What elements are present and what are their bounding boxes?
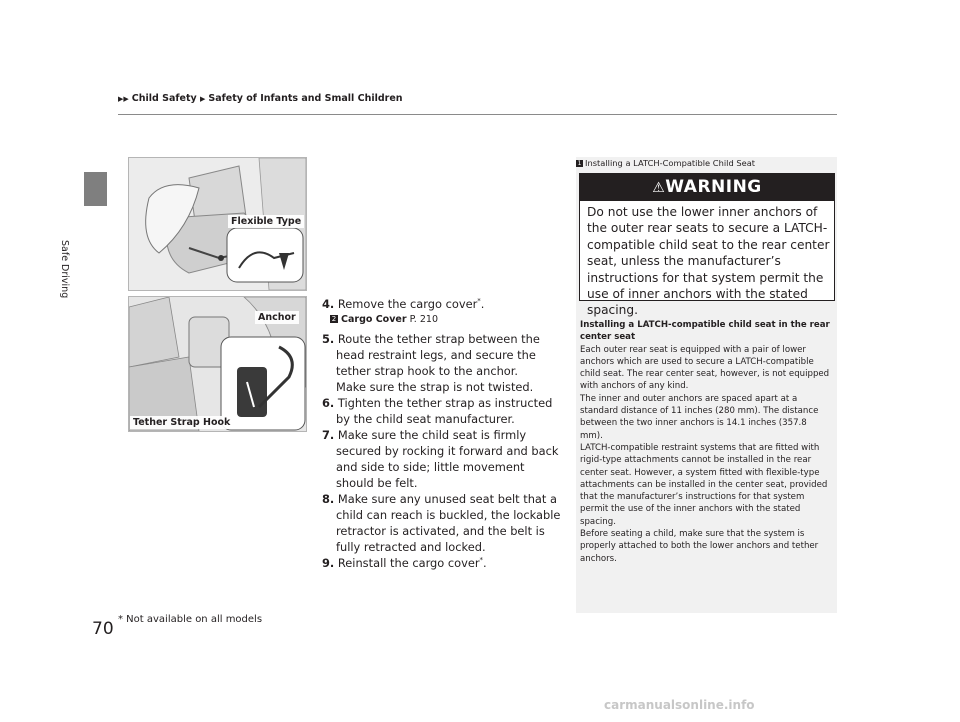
- watermark: carmanualsonline.info: [604, 698, 755, 712]
- callout-flexible-type: Flexible Type: [228, 215, 304, 228]
- section-label: Safe Driving: [59, 240, 70, 299]
- step-item: 7. Make sure the child seat is firmly secured by rocking it forward and back and side to side; little movement should be felt.: [322, 428, 559, 490]
- triangle-icon: ▶▶: [118, 95, 129, 103]
- note-paragraph: The inner and outer anchors are spaced apart at a standard distance of 11 inches (280 mm). The distance between the two inner anchors is 14.1 inches (357.8 mm).: [580, 393, 819, 441]
- note-paragraph: LATCH-compatible restraint systems that are fitted with rigid-type attachments cannot be installed in the rear center seat. However, a system fitted with flexible-type attachments can be installed in the center seat, provided that the manufacturer’s instructions for that system permit the use of the inner anchors with the stated spacing.: [580, 442, 828, 527]
- note-title: 1 Installing a LATCH-Compatible Child Seat: [577, 158, 756, 168]
- triangle-icon: ▶: [200, 95, 206, 103]
- step-item: Make sure the strap is not twisted.: [336, 380, 534, 394]
- step-item: 9. Reinstall the cargo cover*.: [322, 556, 487, 570]
- warning-text: Do not use the lower inner anchors of the outer rear seats to secure a LATCH-compatible child seat to the rear center seat, unless the manufacturer’s instructions for that system permit the use of inner anchors with the stated spacing.: [587, 205, 830, 318]
- note-subheading: Installing a LATCH-compatible child seat in the rear center seat: [580, 320, 830, 343]
- step-item: 6. Tighten the tether strap as instructed by the child seat manufacturer.: [322, 396, 553, 426]
- tether-anchor-illustration: [128, 296, 307, 432]
- note-body: [580, 319, 832, 565]
- footnote: * Not available on all models: [118, 614, 263, 625]
- header-divider: [118, 114, 837, 115]
- note-paragraph: Each outer rear seat is equipped with a pair of lower anchors which are used to secure a LATCH-compatible child seat. The rear center seat, however, is not equipped with anchors of any kind.: [580, 344, 830, 392]
- breadcrumb-item: Child Safety: [131, 93, 197, 104]
- warning-header: ⚠WARNING: [580, 174, 834, 201]
- page-number: 70: [92, 619, 114, 639]
- warning-triangle-icon: ⚠: [652, 180, 666, 196]
- step-item: 8. Make sure any unused seat belt that a child can reach is buckled, the lockable retractor is activated, and the belt is fully retracted and locked.: [322, 492, 561, 554]
- breadcrumb: [118, 93, 403, 104]
- cross-reference[interactable]: 2 Cargo Cover P. 210: [331, 314, 438, 325]
- breadcrumb-item: Safety of Infants and Small Children: [208, 93, 403, 104]
- step-item: 4. Remove the cargo cover*.: [322, 297, 485, 311]
- reference-arrow-icon: 2: [331, 315, 337, 323]
- reference-arrow-icon: 1: [577, 160, 582, 167]
- step-item: 5. Route the tether strap between the head restraint legs, and secure the tether strap hook to the anchor.: [322, 332, 540, 378]
- child-seat-illustration: [128, 157, 307, 291]
- instruction-steps: [322, 296, 562, 571]
- section-tab: [84, 172, 107, 206]
- callout-tether-strap-hook: Tether Strap Hook: [130, 416, 233, 429]
- note-paragraph: Before seating a child, make sure that the system is properly attached to both the lower anchors and tether anchors.: [580, 529, 819, 564]
- callout-anchor: Anchor: [255, 311, 299, 324]
